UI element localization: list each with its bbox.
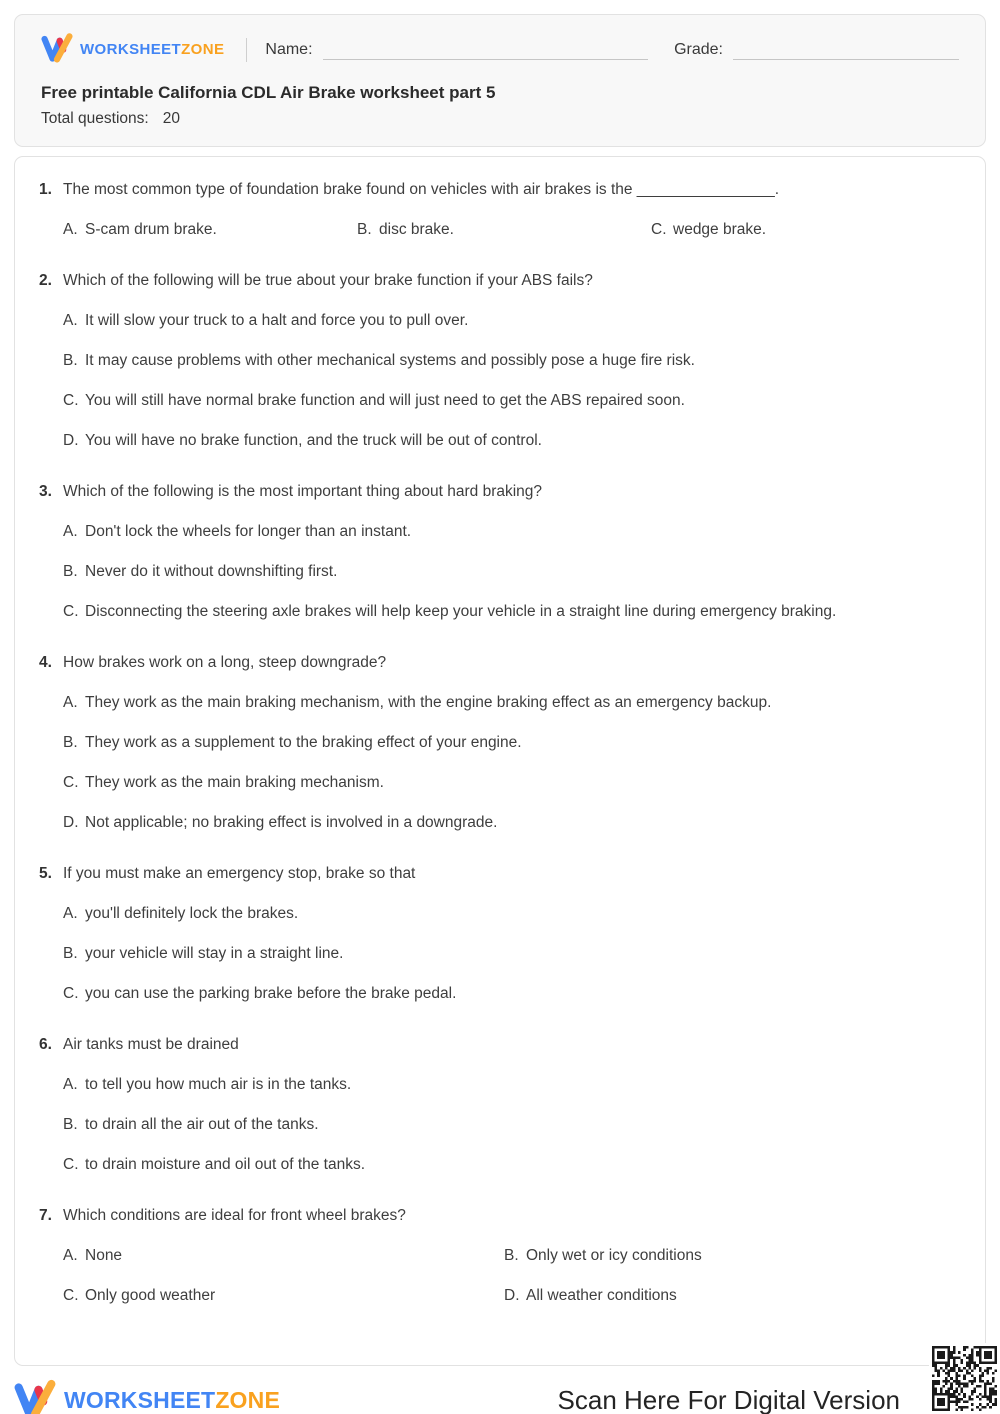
option-letter: B. xyxy=(63,1116,78,1133)
answer-option xyxy=(63,559,945,585)
options-list xyxy=(63,901,945,1007)
option-letter: C. xyxy=(63,774,79,791)
option-letter: A. xyxy=(63,312,78,329)
brand-word-zone: ZONE xyxy=(215,1387,281,1413)
options-list xyxy=(63,1072,945,1178)
question-title xyxy=(39,1203,945,1229)
question-number: 2. xyxy=(39,272,52,289)
option-letter: B. xyxy=(504,1247,519,1264)
option-letter: A. xyxy=(63,221,78,238)
name-fill-line xyxy=(323,40,649,60)
question-text: Which conditions are ideal for front wheel brakes? xyxy=(63,1207,406,1224)
header-card xyxy=(14,14,986,147)
option-letter: C. xyxy=(63,985,79,1002)
option-letter: B. xyxy=(63,352,78,369)
option-letter: A. xyxy=(63,523,78,540)
options-list xyxy=(63,203,945,243)
question-number: 1. xyxy=(39,181,52,198)
option-text: to drain all the air out of the tanks. xyxy=(85,1116,319,1133)
answer-option xyxy=(63,730,945,756)
answer-option xyxy=(63,810,945,836)
option-text: You will have no brake function, and the truck will be out of control. xyxy=(85,432,542,449)
answer-option xyxy=(63,981,945,1007)
question-text: How brakes work on a long, steep downgrade? xyxy=(63,654,387,671)
question-text: The most common type of foundation brake found on vehicles with air brakes is the ________________. xyxy=(63,181,780,198)
option-text: Disconnecting the steering axle brakes will help keep your vehicle in a straight line during emergency braking. xyxy=(85,603,837,620)
questions-card xyxy=(14,156,986,1366)
answer-option xyxy=(63,1152,945,1178)
options-list xyxy=(63,690,945,836)
total-questions-value: 20 xyxy=(162,110,180,127)
option-text: your vehicle will stay in a straight line. xyxy=(85,945,344,962)
question-title xyxy=(39,268,945,294)
option-letter: A. xyxy=(63,1247,78,1264)
question-number: 7. xyxy=(39,1207,52,1224)
questions-list xyxy=(39,177,945,1309)
option-letter: C. xyxy=(63,603,79,620)
question-text: Which of the following will be true about your brake function if your ABS fails? xyxy=(63,272,593,289)
header-divider xyxy=(246,38,247,62)
option-text: None xyxy=(85,1247,123,1264)
question-number: 3. xyxy=(39,483,52,500)
page-title: Free printable California CDL Air Brake worksheet part 5 xyxy=(41,83,496,102)
grade-fill-line xyxy=(733,40,959,60)
total-questions-row xyxy=(41,110,959,128)
option-letter: C. xyxy=(63,392,79,409)
question-number: 6. xyxy=(39,1036,52,1053)
answer-option xyxy=(63,388,945,414)
option-text: to tell you how much air is in the tanks. xyxy=(85,1076,352,1093)
option-letter: B. xyxy=(63,734,78,751)
option-text: disc brake. xyxy=(379,221,454,238)
question-text: If you must make an emergency stop, brake so that xyxy=(63,865,416,882)
answer-option xyxy=(63,1243,504,1269)
option-letter: C. xyxy=(651,221,667,238)
option-letter: A. xyxy=(63,694,78,711)
answer-option xyxy=(651,217,945,243)
question-title xyxy=(39,1032,945,1058)
answer-option xyxy=(63,599,945,625)
question-title xyxy=(39,177,945,203)
option-text: you'll definitely lock the brakes. xyxy=(85,905,299,922)
grade-label: Grade: xyxy=(674,40,723,58)
question xyxy=(39,479,945,625)
qr-code xyxy=(929,1343,1000,1414)
option-letter: B. xyxy=(63,945,78,962)
answer-option xyxy=(63,770,945,796)
option-letter: D. xyxy=(63,432,79,449)
answer-option xyxy=(63,1072,945,1098)
question xyxy=(39,1203,945,1309)
option-text: They work as the main braking mechanism. xyxy=(85,774,384,791)
footer-brand-logo xyxy=(14,1377,280,1414)
option-text: to drain moisture and oil out of the tanks. xyxy=(85,1156,366,1173)
answer-option xyxy=(63,217,357,243)
worksheetzone-w-logo-icon xyxy=(41,31,73,68)
options-list xyxy=(63,519,945,625)
option-text: All weather conditions xyxy=(526,1287,677,1304)
option-text: wedge brake. xyxy=(673,221,767,238)
option-text: Never do it without downshifting first. xyxy=(85,563,338,580)
answer-option xyxy=(504,1283,945,1309)
header-brand-row xyxy=(41,31,959,68)
answer-option xyxy=(63,1283,504,1309)
footer-brand-wordmark xyxy=(64,1387,280,1414)
option-letter: D. xyxy=(63,814,79,831)
worksheetzone-w-logo-icon xyxy=(14,1377,56,1414)
brand-word-worksheet: WORKSHEET xyxy=(80,41,182,58)
answer-option xyxy=(504,1243,945,1269)
option-text: They work as a supplement to the braking effect of your engine. xyxy=(85,734,522,751)
answer-option xyxy=(63,1112,945,1138)
option-text: Not applicable; no braking effect is involved in a downgrade. xyxy=(85,814,498,831)
answer-option xyxy=(63,941,945,967)
question-text: Air tanks must be drained xyxy=(63,1036,239,1053)
question-title xyxy=(39,479,945,505)
footer xyxy=(14,1377,986,1414)
question xyxy=(39,1032,945,1178)
option-text: You will still have normal brake function and will just need to get the ABS repaired soon. xyxy=(85,392,685,409)
answer-option xyxy=(63,690,945,716)
answer-option xyxy=(63,308,945,334)
question-number: 4. xyxy=(39,654,52,671)
option-text: S-cam drum brake. xyxy=(85,221,217,238)
total-questions-label: Total questions: xyxy=(41,110,149,127)
option-text: Only wet or icy conditions xyxy=(526,1247,702,1264)
option-text: Don't lock the wheels for longer than an instant. xyxy=(85,523,412,540)
option-text: you can use the parking brake before the brake pedal. xyxy=(85,985,457,1002)
option-letter: C. xyxy=(63,1156,79,1173)
option-letter: A. xyxy=(63,905,78,922)
question xyxy=(39,650,945,836)
name-label: Name: xyxy=(265,40,313,58)
option-text: It will slow your truck to a halt and force you to pull over. xyxy=(85,312,469,329)
question xyxy=(39,268,945,454)
answer-option xyxy=(357,217,651,243)
options-list xyxy=(63,1229,945,1309)
option-text: Only good weather xyxy=(85,1287,216,1304)
brand-wordmark xyxy=(80,41,224,58)
option-letter: A. xyxy=(63,1076,78,1093)
question-text: Which of the following is the most important thing about hard braking? xyxy=(63,483,543,500)
scan-here-text: Scan Here For Digital Version xyxy=(557,1385,900,1414)
option-text: It may cause problems with other mechanical systems and possibly pose a huge fire risk. xyxy=(85,352,695,369)
option-letter: B. xyxy=(357,221,372,238)
options-list xyxy=(63,308,945,454)
brand-word-zone: ZONE xyxy=(181,41,225,58)
question-title xyxy=(39,650,945,676)
question-number: 5. xyxy=(39,865,52,882)
question xyxy=(39,861,945,1007)
answer-option xyxy=(63,428,945,454)
option-letter: C. xyxy=(63,1287,79,1304)
brand-logo xyxy=(41,31,224,68)
option-text: They work as the main braking mechanism, with the engine braking effect as an emergency backup. xyxy=(85,694,772,711)
option-letter: B. xyxy=(63,563,78,580)
answer-option xyxy=(63,519,945,545)
answer-option xyxy=(63,348,945,374)
brand-word-worksheet: WORKSHEET xyxy=(64,1387,216,1413)
question xyxy=(39,177,945,243)
answer-option xyxy=(63,901,945,927)
option-letter: D. xyxy=(504,1287,520,1304)
question-title xyxy=(39,861,945,887)
